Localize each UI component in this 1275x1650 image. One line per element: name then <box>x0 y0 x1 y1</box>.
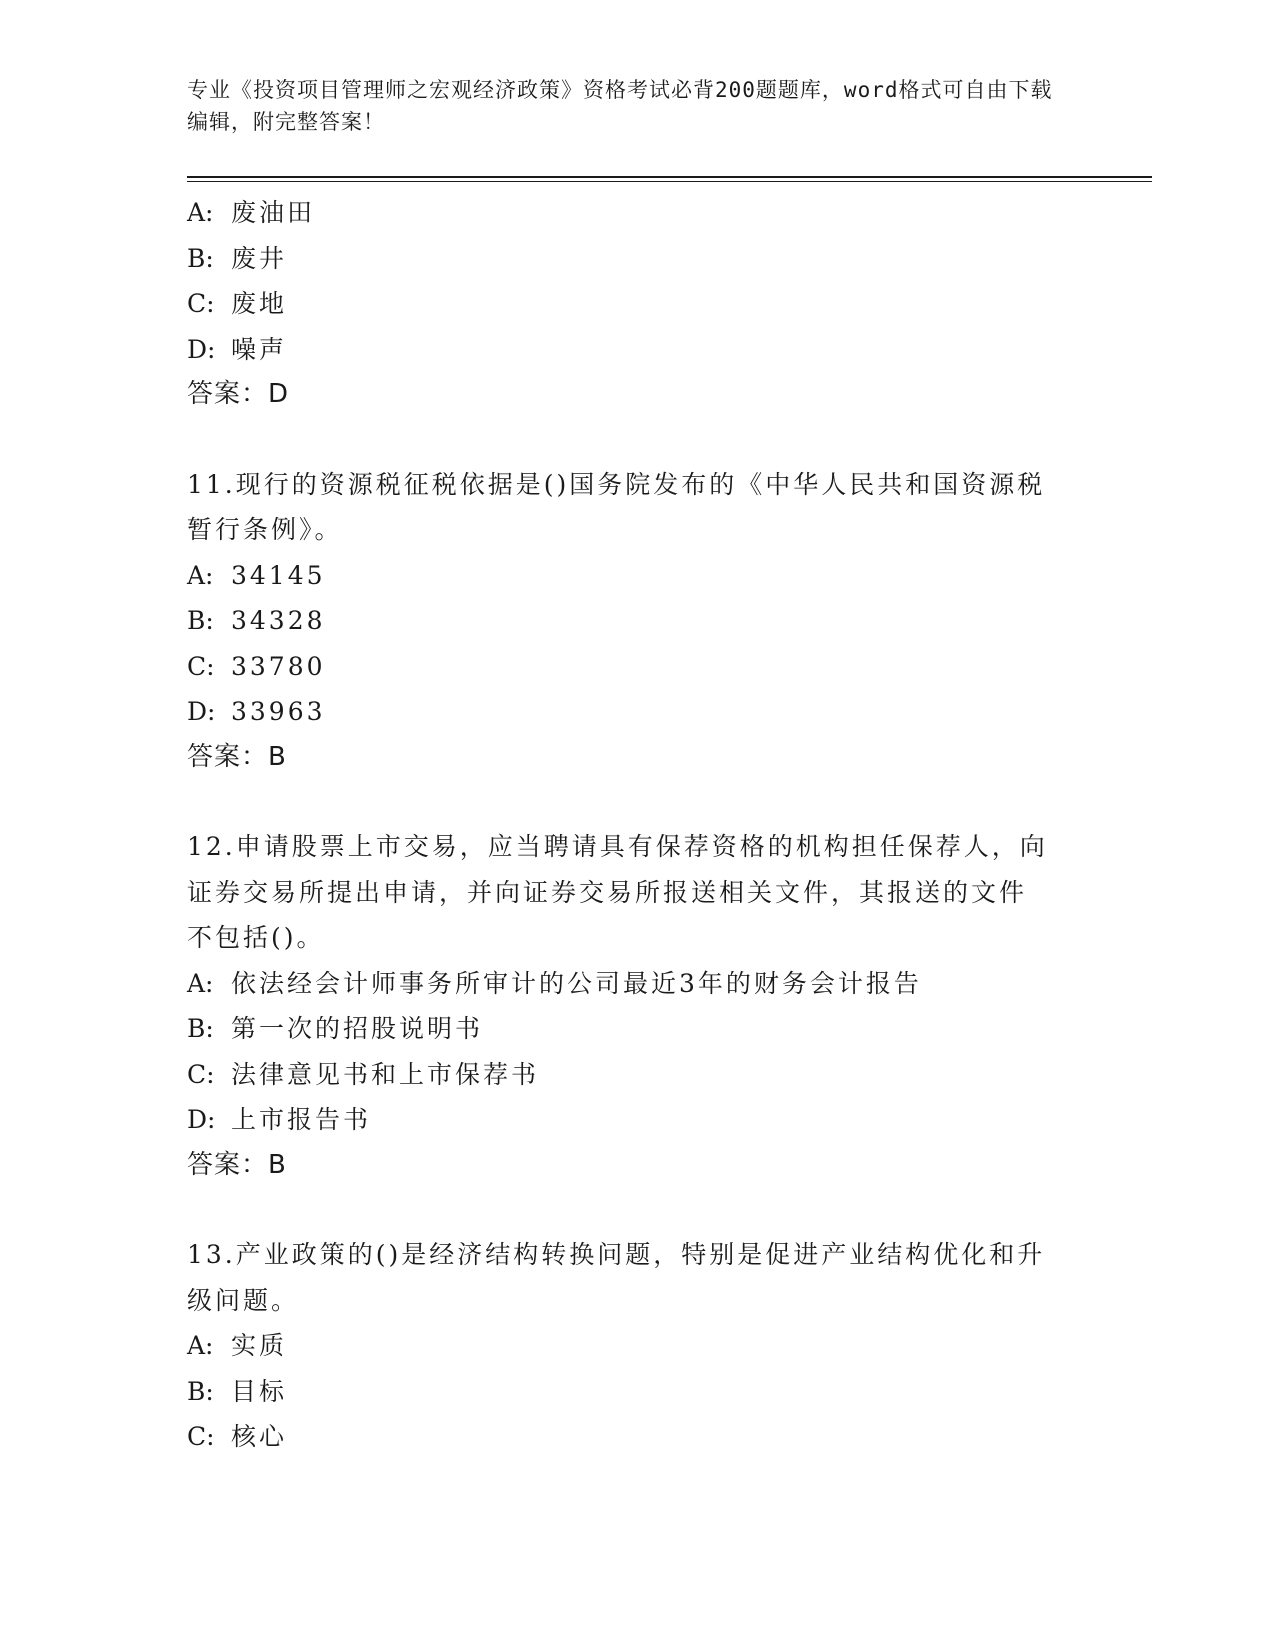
question-13 <box>187 1232 1067 1460</box>
option-d <box>187 327 1067 373</box>
option-c <box>187 1052 1067 1098</box>
option-a <box>187 1323 1067 1369</box>
question-content <box>187 190 1067 1460</box>
question-11 <box>187 462 1067 781</box>
option-text: 33780 <box>231 651 326 681</box>
question-stem-line: 不包括()。 <box>187 923 325 952</box>
spacer <box>187 780 1067 824</box>
question-stem-line: 证券交易所提出申请，并向证券交易所报送相关文件，其报送的文件 <box>187 877 1028 907</box>
option-b <box>187 236 1067 282</box>
answer-line: 答案：B <box>187 741 287 772</box>
option-text: 第一次的招股说明书 <box>231 1014 484 1043</box>
option-text: 核心 <box>231 1422 288 1451</box>
option-d <box>187 689 1067 735</box>
option-key: B: <box>187 1014 214 1043</box>
answer-line: 答案：D <box>187 379 290 409</box>
option-b <box>187 1006 1067 1052</box>
option-key: A: <box>187 968 214 998</box>
option-key: C: <box>187 289 215 318</box>
option-key: A: <box>187 560 214 590</box>
option-text: 目标 <box>231 1376 288 1406</box>
option-text: 噪声 <box>231 334 288 364</box>
option-key: C: <box>187 1059 215 1089</box>
header-divider <box>187 176 1152 178</box>
option-text: 法律意见书和上市保荐书 <box>231 1059 540 1089</box>
spacer <box>187 418 1067 462</box>
option-a <box>187 553 1067 599</box>
option-a <box>187 961 1067 1007</box>
option-text: 依法经会计师事务所审计的公司最近3年的财务会计报告 <box>231 968 922 998</box>
option-c <box>187 644 1067 690</box>
option-key: B: <box>187 1376 214 1406</box>
option-b <box>187 1369 1067 1415</box>
option-key: D: <box>187 1105 216 1134</box>
document-header: 专业《投资项目管理师之宏观经济政策》资格考试必背200题题库，word格式可自由下载编辑，附完整答案！ <box>187 78 1053 134</box>
answer-line: 答案：B <box>187 1149 287 1180</box>
option-text: 废井 <box>231 243 288 273</box>
option-text: 废地 <box>231 289 288 318</box>
prev-question-block <box>187 190 1067 418</box>
option-key: C: <box>187 651 215 681</box>
option-key: C: <box>187 1422 215 1451</box>
option-key: D: <box>187 334 216 364</box>
option-text: 34328 <box>231 606 326 635</box>
question-stem-line: 暂行条例》。 <box>187 515 343 544</box>
option-text: 34145 <box>231 560 326 590</box>
option-text: 33963 <box>231 697 326 726</box>
option-key: D: <box>187 697 216 726</box>
question-stem-line: 13.产业政策的()是经济结构转换问题，特别是促进产业结构优化和升 <box>187 1240 1046 1269</box>
option-key: A: <box>187 1331 214 1360</box>
option-text: 废油田 <box>231 198 316 227</box>
option-key: A: <box>187 198 214 227</box>
question-stem-line: 11.现行的资源税征税依据是()国务院发布的《中华人民共和国资源税 <box>187 469 1046 499</box>
option-b <box>187 598 1067 644</box>
option-text: 上市报告书 <box>231 1105 372 1134</box>
question-12 <box>187 824 1067 1188</box>
option-key: B: <box>187 243 214 273</box>
question-stem-line: 12.申请股票上市交易，应当聘请具有保荐资格的机构担任保荐人，向 <box>187 832 1048 861</box>
header-divider-thin <box>187 181 1152 182</box>
option-c <box>187 281 1067 327</box>
option-text: 实质 <box>231 1331 288 1360</box>
question-stem-line: 级问题。 <box>187 1285 300 1315</box>
option-d <box>187 1097 1067 1143</box>
spacer <box>187 1188 1067 1232</box>
option-a <box>187 190 1067 236</box>
option-key: B: <box>187 606 214 635</box>
option-c <box>187 1414 1067 1460</box>
